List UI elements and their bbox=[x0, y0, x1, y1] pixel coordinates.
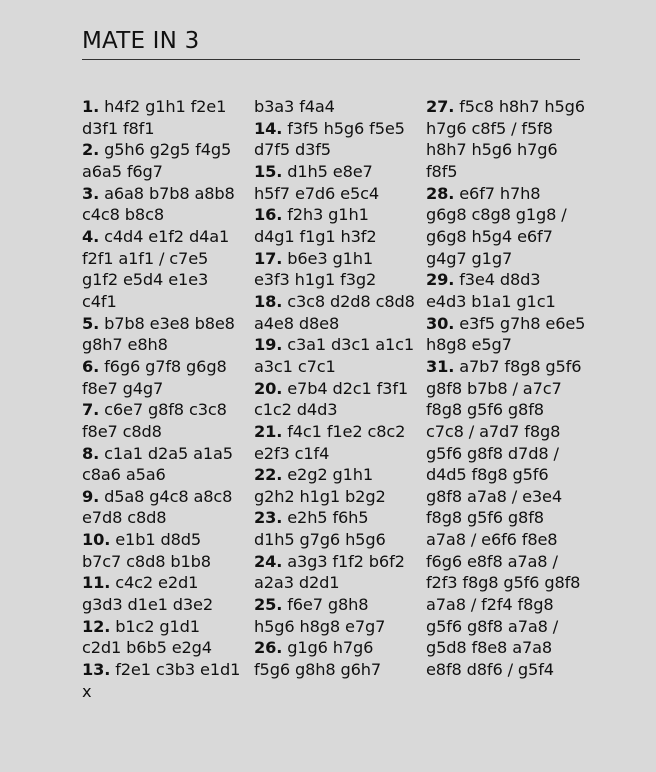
move-sequence: f6g6 e8f8 a7a8 / bbox=[426, 551, 558, 571]
solution-line bbox=[426, 486, 596, 508]
solution-entry-start bbox=[82, 226, 252, 248]
puzzle-number: 17. bbox=[254, 248, 283, 268]
move-sequence: c4c8 b8c8 bbox=[82, 205, 164, 225]
title-divider bbox=[82, 59, 580, 60]
puzzle-number: 13. bbox=[82, 660, 111, 680]
puzzle-number: 8. bbox=[82, 443, 100, 463]
move-sequence: f3f5 h5g6 f5e5 bbox=[282, 118, 405, 138]
solution-line bbox=[426, 378, 596, 400]
move-sequence: f3e4 d8d3 bbox=[454, 270, 541, 290]
move-sequence: h5g6 h8g8 e7g7 bbox=[254, 616, 386, 636]
puzzle-number: 22. bbox=[254, 465, 283, 485]
move-sequence: b3a3 f4a4 bbox=[254, 97, 335, 116]
puzzle-number: 7. bbox=[82, 400, 100, 420]
move-sequence: d3f1 f8f1 bbox=[82, 118, 155, 138]
solution-line bbox=[254, 486, 424, 508]
solution-entry-start bbox=[254, 551, 424, 573]
move-sequence: h8h7 h5g6 h7g6 bbox=[426, 140, 558, 160]
solution-entry-start bbox=[426, 96, 596, 118]
solution-line bbox=[254, 313, 424, 335]
solution-line bbox=[426, 118, 596, 140]
move-sequence: f8g8 g5f6 g8f8 bbox=[426, 400, 544, 420]
move-sequence: f6g6 g7f8 g6g8 bbox=[99, 356, 227, 376]
solution-line bbox=[426, 594, 596, 616]
move-sequence: a7a8 / e6f6 f8e8 bbox=[426, 530, 558, 550]
move-sequence: g5f6 g8f8 a7a8 / bbox=[426, 616, 559, 636]
puzzle-number: 4. bbox=[82, 226, 100, 246]
move-sequence: c4f1 bbox=[82, 291, 117, 311]
move-sequence: f2f1 a1f1 / c7e5 bbox=[82, 248, 209, 268]
move-sequence: f4c1 f1e2 c8c2 bbox=[282, 421, 406, 441]
move-sequence: g1f2 e5d4 e1e3 bbox=[82, 270, 209, 290]
solution-line bbox=[254, 443, 424, 465]
move-sequence: c4c2 e2d1 bbox=[110, 573, 199, 593]
move-sequence: a3c1 c7c1 bbox=[254, 356, 336, 376]
move-sequence: f8f5 bbox=[426, 161, 458, 181]
solution-entry-start bbox=[254, 378, 424, 400]
solutions-column-3 bbox=[426, 96, 596, 681]
move-sequence: d7f5 d3f5 bbox=[254, 140, 331, 160]
solution-line bbox=[82, 204, 252, 226]
puzzle-number: 12. bbox=[82, 616, 111, 636]
move-sequence: a6a8 b7b8 a8b8 bbox=[99, 183, 235, 203]
solution-entry-start bbox=[82, 356, 252, 378]
solution-line bbox=[254, 572, 424, 594]
move-sequence: d5a8 g4c8 a8c8 bbox=[99, 486, 233, 506]
move-sequence: c1a1 d2a5 a1a5 bbox=[99, 443, 233, 463]
move-sequence: a4e8 d8e8 bbox=[254, 313, 340, 333]
move-sequence: g5h6 g2g5 f4g5 bbox=[99, 140, 232, 160]
move-sequence: e7b4 d2c1 f3f1 bbox=[282, 378, 409, 398]
puzzle-number: 25. bbox=[254, 595, 283, 615]
move-sequence: f2e1 c3b3 e1d1 bbox=[110, 660, 241, 680]
move-sequence: f8e7 c8d8 bbox=[82, 421, 162, 441]
solution-line bbox=[254, 226, 424, 248]
move-sequence: c1c2 d4d3 bbox=[254, 400, 338, 420]
solution-line bbox=[426, 291, 596, 313]
solution-line bbox=[426, 529, 596, 551]
solution-line bbox=[426, 443, 596, 465]
solution-line bbox=[426, 204, 596, 226]
move-sequence: x bbox=[82, 681, 92, 701]
solution-line bbox=[426, 226, 596, 248]
solution-line bbox=[82, 551, 252, 573]
move-sequence: a7a8 / f2f4 f8g8 bbox=[426, 595, 554, 615]
move-sequence: e2g2 g1h1 bbox=[282, 465, 373, 485]
solution-entry-start bbox=[254, 637, 424, 659]
move-sequence: g1g6 h7g6 bbox=[282, 638, 374, 658]
move-sequence: c4d4 e1f2 d4a1 bbox=[99, 226, 230, 246]
move-sequence: e4d3 b1a1 g1c1 bbox=[426, 291, 556, 311]
move-sequence: f5c8 h8h7 h5g6 bbox=[454, 97, 585, 116]
move-sequence: a2a3 d2d1 bbox=[254, 573, 340, 593]
solution-line bbox=[426, 616, 596, 638]
move-sequence: c8a6 a5a6 bbox=[82, 465, 166, 485]
solution-entry-start bbox=[254, 291, 424, 313]
solution-entry-start bbox=[82, 443, 252, 465]
puzzle-number: 20. bbox=[254, 378, 283, 398]
solution-line bbox=[254, 659, 424, 681]
solution-line bbox=[82, 269, 252, 291]
puzzle-number: 5. bbox=[82, 313, 100, 333]
solution-entry-start bbox=[82, 529, 252, 551]
move-sequence: f8g8 g5f6 g8f8 bbox=[426, 508, 544, 528]
move-sequence: d1h5 g7g6 h5g6 bbox=[254, 530, 386, 550]
puzzle-number: 26. bbox=[254, 638, 283, 658]
solution-line bbox=[254, 96, 424, 118]
solution-line bbox=[254, 356, 424, 378]
move-sequence: a3g3 f1f2 b6f2 bbox=[282, 551, 405, 571]
solutions-column-2 bbox=[254, 96, 424, 681]
solution-line bbox=[426, 464, 596, 486]
move-sequence: g8f8 b7b8 / a7c7 bbox=[426, 378, 562, 398]
solution-line bbox=[82, 118, 252, 140]
solution-entry-start bbox=[82, 616, 252, 638]
puzzle-number: 30. bbox=[426, 313, 455, 333]
solution-line bbox=[426, 507, 596, 529]
solution-line bbox=[82, 421, 252, 443]
solution-line bbox=[82, 378, 252, 400]
solution-line bbox=[254, 269, 424, 291]
solution-entry-start bbox=[82, 96, 252, 118]
solution-line bbox=[426, 637, 596, 659]
puzzle-number: 3. bbox=[82, 183, 100, 203]
solution-entry-start bbox=[426, 313, 596, 335]
solution-line bbox=[82, 291, 252, 313]
page-title: MATE IN 3 bbox=[82, 28, 200, 54]
puzzle-number: 28. bbox=[426, 183, 455, 203]
move-sequence: f2h3 g1h1 bbox=[282, 205, 369, 225]
solution-entry-start bbox=[254, 464, 424, 486]
solution-entry-start bbox=[82, 659, 252, 681]
solution-line bbox=[254, 139, 424, 161]
solution-line bbox=[426, 139, 596, 161]
move-sequence: g6g8 c8g8 g1g8 / bbox=[426, 205, 567, 225]
puzzle-number: 14. bbox=[254, 118, 283, 138]
move-sequence: e6f7 h7h8 bbox=[454, 183, 541, 203]
move-sequence: g3d3 d1e1 d3e2 bbox=[82, 595, 214, 615]
move-sequence: h5f7 e7d6 e5c4 bbox=[254, 183, 380, 203]
move-sequence: b7b8 e3e8 b8e8 bbox=[99, 313, 235, 333]
solution-entry-start bbox=[82, 313, 252, 335]
move-sequence: f6e7 g8h8 bbox=[282, 595, 369, 615]
solution-entry-start bbox=[254, 594, 424, 616]
move-sequence: h7g6 c8f5 / f5f8 bbox=[426, 118, 553, 138]
solution-entry-start bbox=[254, 248, 424, 270]
move-sequence: c2d1 b6b5 e2g4 bbox=[82, 638, 212, 658]
solution-line bbox=[426, 421, 596, 443]
move-sequence: g5d8 f8e8 a7a8 bbox=[426, 638, 553, 658]
puzzle-number: 6. bbox=[82, 356, 100, 376]
solution-line bbox=[254, 529, 424, 551]
solution-line bbox=[426, 334, 596, 356]
solution-entry-start bbox=[426, 183, 596, 205]
solution-line bbox=[82, 594, 252, 616]
solution-entry-start bbox=[82, 139, 252, 161]
puzzle-number: 9. bbox=[82, 486, 100, 506]
solutions-column-1 bbox=[82, 96, 252, 702]
solution-entry-start bbox=[254, 204, 424, 226]
move-sequence: g5f6 g8f8 d7d8 / bbox=[426, 443, 559, 463]
solution-line bbox=[254, 183, 424, 205]
solution-line bbox=[254, 399, 424, 421]
move-sequence: d1h5 e8e7 bbox=[282, 161, 373, 181]
puzzle-number: 18. bbox=[254, 291, 283, 311]
puzzle-number: 11. bbox=[82, 573, 111, 593]
solution-entry-start bbox=[254, 161, 424, 183]
solution-entry-start bbox=[82, 486, 252, 508]
solution-line bbox=[426, 161, 596, 183]
solution-entry-start bbox=[254, 421, 424, 443]
puzzle-number: 16. bbox=[254, 205, 283, 225]
move-sequence: h4f2 g1h1 f2e1 bbox=[99, 97, 227, 116]
solution-line bbox=[82, 637, 252, 659]
solution-entry-start bbox=[426, 269, 596, 291]
puzzle-number: 15. bbox=[254, 161, 283, 181]
move-sequence: g2h2 h1g1 b2g2 bbox=[254, 486, 386, 506]
solution-entry-start bbox=[254, 118, 424, 140]
solution-entry-start bbox=[82, 572, 252, 594]
move-sequence: d4d5 f8g8 g5f6 bbox=[426, 465, 549, 485]
move-sequence: f8e7 g4g7 bbox=[82, 378, 164, 398]
move-sequence: e2f3 c1f4 bbox=[254, 443, 330, 463]
move-sequence: c3a1 d3c1 a1c1 bbox=[282, 335, 415, 355]
puzzle-number: 29. bbox=[426, 270, 455, 290]
solution-entry-start bbox=[254, 507, 424, 529]
move-sequence: b1c2 g1d1 bbox=[110, 616, 200, 636]
puzzle-number: 24. bbox=[254, 551, 283, 571]
move-sequence: g8h7 e8h8 bbox=[82, 335, 168, 355]
move-sequence: c3c8 d2d8 c8d8 bbox=[282, 291, 415, 311]
move-sequence: e8f8 d8f6 / g5f4 bbox=[426, 660, 554, 680]
solution-entry-start bbox=[82, 399, 252, 421]
solution-line bbox=[82, 464, 252, 486]
solution-line bbox=[426, 248, 596, 270]
puzzle-number: 23. bbox=[254, 508, 283, 528]
puzzle-number: 1. bbox=[82, 97, 100, 116]
puzzle-number: 21. bbox=[254, 421, 283, 441]
move-sequence: b7c7 c8d8 b1b8 bbox=[82, 551, 211, 571]
move-sequence: e7d8 c8d8 bbox=[82, 508, 167, 528]
solution-entry-start bbox=[82, 183, 252, 205]
move-sequence: a6a5 f6g7 bbox=[82, 161, 163, 181]
solution-line bbox=[426, 399, 596, 421]
solution-line bbox=[82, 248, 252, 270]
puzzle-number: 10. bbox=[82, 530, 111, 550]
solution-line bbox=[82, 161, 252, 183]
solution-line bbox=[254, 616, 424, 638]
move-sequence: g4g7 g1g7 bbox=[426, 248, 513, 268]
move-sequence: h8g8 e5g7 bbox=[426, 335, 512, 355]
move-sequence: c7c8 / a7d7 f8g8 bbox=[426, 421, 561, 441]
move-sequence: e1b1 d8d5 bbox=[110, 530, 202, 550]
solution-line bbox=[426, 572, 596, 594]
move-sequence: b6e3 g1h1 bbox=[282, 248, 373, 268]
move-sequence: a7b7 f8g8 g5f6 bbox=[454, 356, 582, 376]
move-sequence: g6g8 h5g4 e6f7 bbox=[426, 226, 553, 246]
solution-entry-start bbox=[426, 356, 596, 378]
puzzle-number: 2. bbox=[82, 140, 100, 160]
move-sequence: f2f3 f8g8 g5f6 g8f8 bbox=[426, 573, 581, 593]
solution-line bbox=[82, 681, 252, 703]
solution-line bbox=[82, 334, 252, 356]
puzzle-number: 27. bbox=[426, 97, 455, 116]
solution-line bbox=[426, 659, 596, 681]
move-sequence: c6e7 g8f8 c3c8 bbox=[99, 400, 227, 420]
move-sequence: e3f5 g7h8 e6e5 bbox=[454, 313, 586, 333]
puzzle-number: 19. bbox=[254, 335, 283, 355]
solution-line bbox=[82, 507, 252, 529]
solution-line bbox=[426, 551, 596, 573]
move-sequence: e2h5 f6h5 bbox=[282, 508, 369, 528]
move-sequence: e3f3 h1g1 f3g2 bbox=[254, 270, 377, 290]
solution-entry-start bbox=[254, 334, 424, 356]
move-sequence: d4g1 f1g1 h3f2 bbox=[254, 226, 377, 246]
move-sequence: f5g6 g8h8 g6h7 bbox=[254, 660, 382, 680]
move-sequence: g8f8 a7a8 / e3e4 bbox=[426, 486, 563, 506]
puzzle-number: 31. bbox=[426, 356, 455, 376]
